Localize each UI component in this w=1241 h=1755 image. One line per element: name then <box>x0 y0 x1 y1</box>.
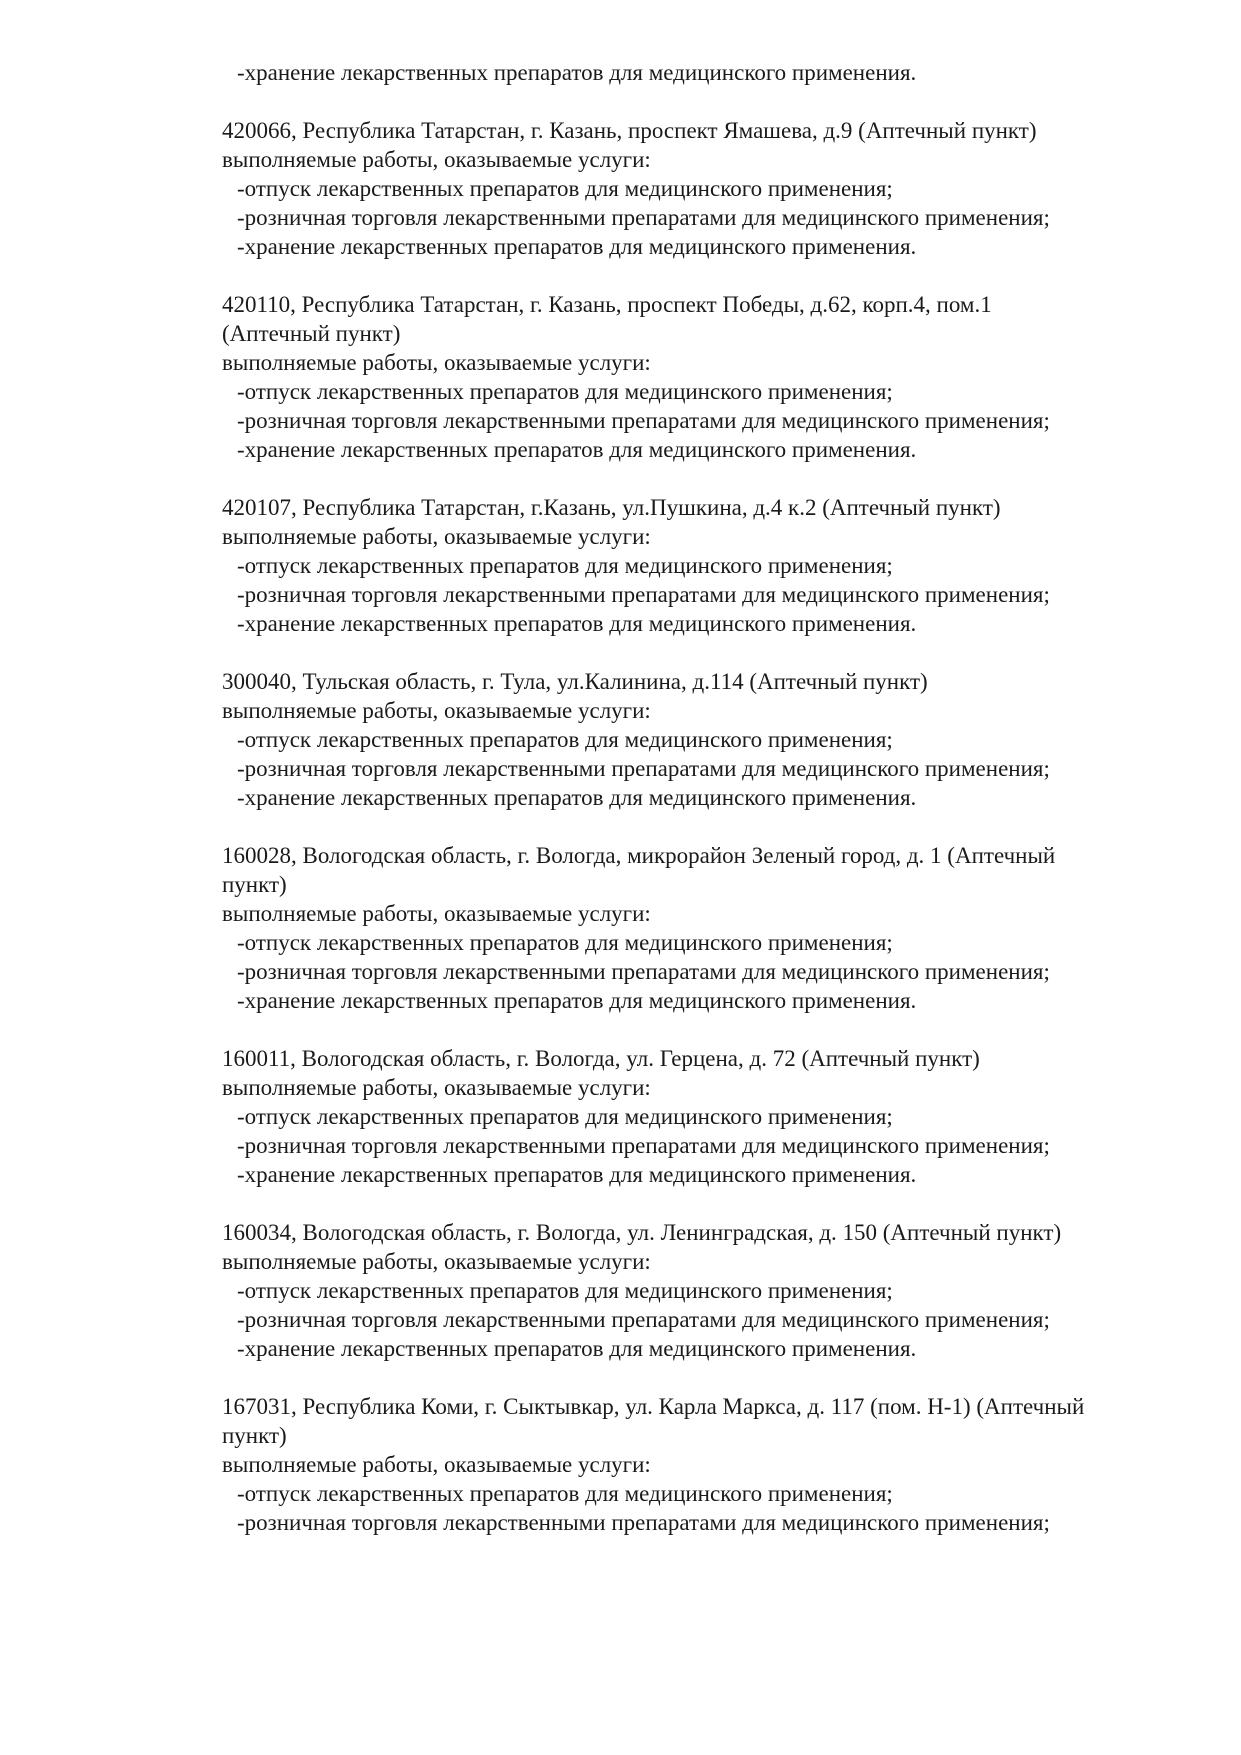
pharmacy-block <box>222 116 1182 261</box>
service-item: -хранение лекарственных препаратов для медицинского применения. <box>237 1336 917 1361</box>
service-item: -хранение лекарственных препаратов для медицинского применения. <box>237 437 917 462</box>
services-header: выполняемые работы, оказываемые услуги: <box>222 524 651 549</box>
pharmacy-address-continued: (Аптечный пункт) <box>222 321 401 346</box>
service-item: -хранение лекарственных препаратов для медицинского применения. <box>237 60 917 85</box>
pharmacy-address: 160028, Вологодская область, г. Вологда, микрорайон Зеленый город, д. 1 (Аптечный <box>222 843 1056 868</box>
service-item: -хранение лекарственных препаратов для медицинского применения. <box>237 234 917 259</box>
service-item: -отпуск лекарственных препаратов для медицинского применения; <box>237 553 893 578</box>
service-item: -отпуск лекарственных препаратов для медицинского применения; <box>237 1104 893 1129</box>
pharmacy-address: 300040, Тульская область, г. Тула, ул.Калинина, д.114 (Аптечный пункт) <box>222 669 928 694</box>
service-item: -розничная торговля лекарственными препаратами для медицинского применения; <box>237 1510 1050 1535</box>
service-item: -отпуск лекарственных препаратов для медицинского применения; <box>237 1278 893 1303</box>
pharmacy-block <box>222 1044 1182 1189</box>
services-header: выполняемые работы, оказываемые услуги: <box>222 147 651 172</box>
service-item: -розничная торговля лекарственными препаратами для медицинского применения; <box>237 959 1050 984</box>
service-item: -розничная торговля лекарственными препаратами для медицинского применения; <box>237 1133 1050 1158</box>
pharmacy-address-continued: пункт) <box>222 872 287 897</box>
service-item: -отпуск лекарственных препаратов для медицинского применения; <box>237 1481 893 1506</box>
service-item: -розничная торговля лекарственными препаратами для медицинского применения; <box>237 582 1050 607</box>
services-header: выполняемые работы, оказываемые услуги: <box>222 1075 651 1100</box>
service-item: -хранение лекарственных препаратов для медицинского применения. <box>237 988 917 1013</box>
pharmacy-block <box>222 290 1182 464</box>
service-item: -хранение лекарственных препаратов для медицинского применения. <box>237 611 917 636</box>
pharmacy-address: 160034, Вологодская область, г. Вологда, ул. Ленинградская, д. 150 (Аптечный пункт) <box>222 1220 1062 1245</box>
pharmacy-block <box>222 1218 1182 1363</box>
pharmacy-block <box>222 667 1182 812</box>
pharmacy-address: 420107, Республика Татарстан, г.Казань, ул.Пушкина, д.4 к.2 (Аптечный пункт) <box>222 495 1001 520</box>
pharmacy-address: 420110, Республика Татарстан, г. Казань, проспект Победы, д.62, корп.4, пом.1 <box>222 292 992 317</box>
service-item: -хранение лекарственных препаратов для медицинского применения. <box>237 1162 917 1187</box>
pharmacy-block <box>222 493 1182 638</box>
service-item: -отпуск лекарственных препаратов для медицинского применения; <box>237 176 893 201</box>
pharmacy-address: 420066, Республика Татарстан, г. Казань, проспект Ямашева, д.9 (Аптечный пункт) <box>222 118 1037 143</box>
service-item: -отпуск лекарственных препаратов для медицинского применения; <box>237 930 893 955</box>
pharmacy-block <box>222 841 1182 1015</box>
pharmacy-block <box>222 1392 1182 1537</box>
services-header: выполняемые работы, оказываемые услуги: <box>222 901 651 926</box>
services-header: выполняемые работы, оказываемые услуги: <box>222 1452 651 1477</box>
document-page <box>222 58 1182 1537</box>
services-header: выполняемые работы, оказываемые услуги: <box>222 1249 651 1274</box>
services-header: выполняемые работы, оказываемые услуги: <box>222 698 651 723</box>
service-item: -розничная торговля лекарственными препаратами для медицинского применения; <box>237 756 1050 781</box>
pharmacy-address: 167031, Республика Коми, г. Сыктывкар, ул. Карла Маркса, д. 117 (пом. Н-1) (Аптечный <box>222 1394 1085 1419</box>
service-item: -отпуск лекарственных препаратов для медицинского применения; <box>237 379 893 404</box>
service-item: -розничная торговля лекарственными препаратами для медицинского применения; <box>237 205 1050 230</box>
service-item: -розничная торговля лекарственными препаратами для медицинского применения; <box>237 1307 1050 1332</box>
service-item: -отпуск лекарственных препаратов для медицинского применения; <box>237 727 893 752</box>
service-item: -розничная торговля лекарственными препаратами для медицинского применения; <box>237 408 1050 433</box>
service-item: -хранение лекарственных препаратов для медицинского применения. <box>237 785 917 810</box>
services-header: выполняемые работы, оказываемые услуги: <box>222 350 651 375</box>
pharmacy-address: 160011, Вологодская область, г. Вологда, ул. Герцена, д. 72 (Аптечный пункт) <box>222 1046 980 1071</box>
top-fragment <box>222 58 1182 87</box>
pharmacy-address-continued: пункт) <box>222 1423 287 1448</box>
